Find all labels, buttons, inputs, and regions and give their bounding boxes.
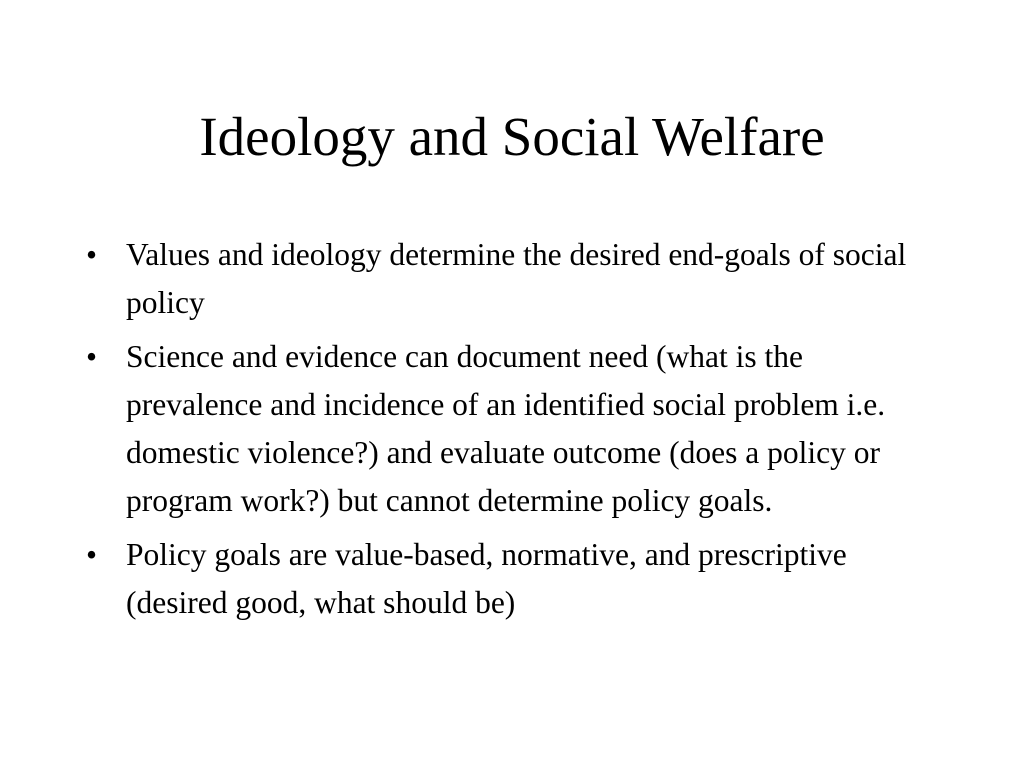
bullet-icon: • [86, 537, 98, 572]
bullet-icon: • [86, 339, 98, 374]
bullet-text: Science and evidence can document need (what is the prevalence and incidence of an identified social problem i.e. domestic violence?) and evaluate outcome (does a policy or program work?) but cannot determine policy goals. [126, 339, 886, 518]
bullet-item-values [86, 231, 942, 327]
bullet-icon: • [86, 237, 98, 272]
bullet-text: Policy goals are value-based, normative, and prescriptive (desired good, what should be) [126, 537, 847, 620]
bullet-item-policy-goals [86, 531, 942, 627]
bullet-list [86, 231, 942, 633]
slide-title: Ideology and Social Welfare [199, 106, 825, 167]
bullet-text: Values and ideology determine the desired end-goals of social policy [126, 237, 907, 320]
bullet-item-science [86, 333, 942, 525]
